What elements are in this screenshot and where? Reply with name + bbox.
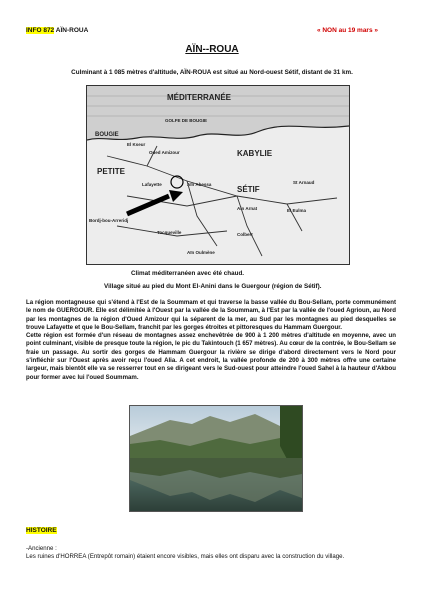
info-name: AÏN-ROUA <box>55 27 89 34</box>
landscape-photo <box>129 405 303 512</box>
map-label-bba: Bordj-bou-Arreridj <box>89 218 129 223</box>
history-heading: HISTOIRE <box>26 527 57 534</box>
map-label-tocqueville: Tocqueville <box>157 230 182 235</box>
region-map <box>86 85 350 265</box>
map-drawing <box>87 86 349 264</box>
history-text: Les ruines d'HORREA (Entrepôt romain) étaient encore visibles, mais elles ont disparu avec la construction du village. <box>26 553 345 560</box>
map-label-ain-abessa: Aïn Abessa <box>187 182 212 187</box>
map-label-petite: PETITE <box>97 167 126 176</box>
paragraph-1: La région montagneuse qui s'étend à l'Est de la Soummam et qui traverse la basse vallée du Bou-Sellam, porte communément le nom de GUERGOUR. Elle est délimitée à l'Ouest par la vallée de la Soummam, à l'Est par la vallée de l'oued Agrioun, au Nord par les montagnes de la région d'Oued Amizour qui la séparent de la mer, au Sud par les montagnes au pied desquelles se trouve Lafayette et que le Bou-Sellam, franchit par les gorges étroites et pittoresques du Hammam Guergour. <box>26 299 396 331</box>
map-label-st-arnaud: St Arnaud <box>293 180 315 185</box>
climate-caption: Climat méditerranéen avec été chaud. <box>131 270 245 277</box>
map-label-setif: SÉTIF <box>237 185 260 194</box>
map-label-gulf: GOLFE DE BOUGIE <box>165 118 208 123</box>
map-label-eulma: El Eulma <box>287 208 307 213</box>
history-subheading: -Ancienne : <box>26 545 57 552</box>
paragraph-2: Cette région est formée d'un réseau de montagnes assez enchevêtrée de 900 à 1 200 mètres d'altitude en moyenne, avec un point culminant, visible de presque toute la région, le pic du Takintouch (1 657 mètres). Au cœur de la contrée, le Bou-Sellam se fraie un passage. Au sortir des gorges de Hammam Guergour la rivière se dirige d'abord directement vers le Nord pour s'infléchir sur l'Ouest après avoir reçu l'oued Alia. A cet endroit, la vallée profonde de 200 à 300 mètres offre une certaine largeur, mais bientôt elle va se resserrer tout en se dirigeant vers le Sud-ouest pour atteindre l'oued Sahel à la hauteur d'Akbou pour former avec lui l'oued Soummam. <box>26 332 396 381</box>
page-title: AÏN--ROUA <box>185 44 239 55</box>
map-label-amizour: Oued Amizour <box>149 150 180 155</box>
region-description <box>26 299 396 382</box>
lake-mountain-image <box>130 406 302 511</box>
map-label-bougie: BOUGIE <box>95 132 119 138</box>
map-label-colbert: Colbert <box>237 232 253 237</box>
notice: « NON au 19 mars » <box>316 27 378 34</box>
map-label-arnat: Ain Arnat <box>237 206 258 211</box>
map-label-sea: MÉDITERRANÉE <box>167 93 232 102</box>
info-tag <box>26 27 88 34</box>
village-caption: Village situé au pied du Mont El-Anini dans le Guergour (région de Sétif). <box>104 283 322 290</box>
map-label-oulmene: Aïn Oulmène <box>187 250 215 255</box>
info-number: INFO 872 <box>26 27 55 34</box>
map-label-kabylie: KABYLIE <box>237 149 273 158</box>
map-label-kseur: El Kseur <box>127 142 146 147</box>
map-label-lafayette: Lafayette <box>142 182 162 187</box>
history-section <box>26 545 396 561</box>
intro-text: Culminant à 1 085 mètres d'altitude, AÏN-ROUA est situé au Nord-ouest Sétif, distant de 31 km. <box>71 69 353 76</box>
